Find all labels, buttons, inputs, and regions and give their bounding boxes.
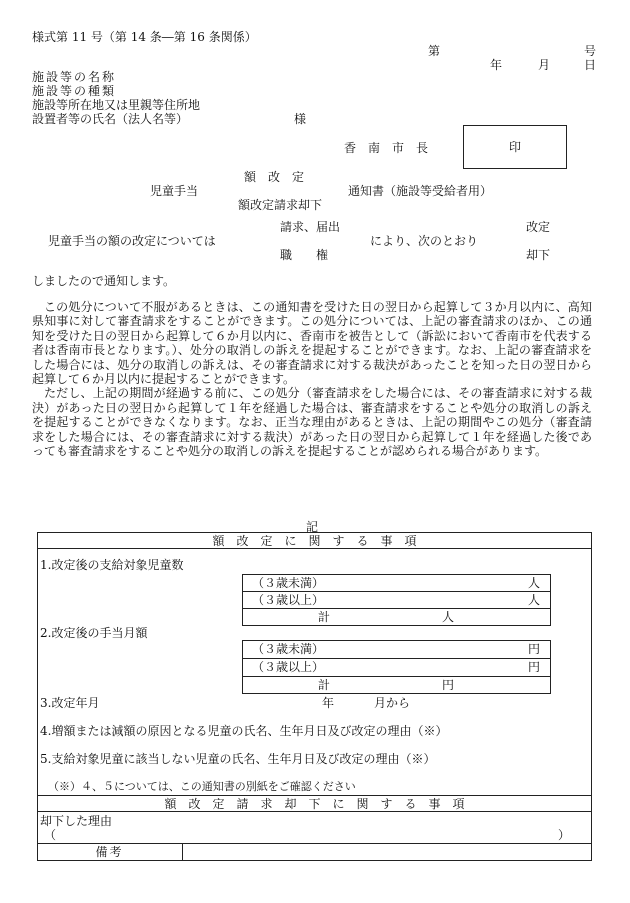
title-prefix: 児童手当 (150, 184, 199, 198)
count-over3-label: （３歳以上） (252, 593, 325, 607)
item-3-label: 3.改定年月 (40, 696, 100, 710)
reason-paren-close: ） (558, 828, 571, 842)
divider (182, 843, 183, 861)
reason-paren-open: （ (44, 828, 57, 842)
rejection-reason-label: 却下した理由 (40, 814, 113, 828)
result-reject: 却下 (526, 248, 551, 262)
option-authority: 職 権 (280, 248, 329, 262)
title-line-3: 額改定請求却下 (238, 198, 323, 212)
statement-lead: 児童手当の額の改定については (48, 234, 216, 248)
facility-type-label: 施設等の種類 (32, 84, 117, 98)
honorific: 様 (294, 112, 307, 126)
remarks-label: 備考 (95, 845, 124, 859)
date-year: 年 (490, 58, 503, 72)
count-over3-unit: 人 (528, 593, 541, 607)
appeal-paragraph-2: ただし、上記の期間が経過する前に、この処分（審査請求をした場合には、その審査請求に対する裁決）があった日の翌日から起算して１年を経過した場合は、審査請求をすることや処分の取消しの訴えを提起することができなくなります。なお、正当な理由があるときは、上記の期間やこの処分（審査請求をした場合には、その審査請求に対する裁決）があった日の翌日から起算して１年を経過した後であっても審査請求をすることや処分の取消しの訴えを提起することが認められる場合があります。 (32, 386, 592, 459)
count-total-label: 計 (318, 610, 331, 624)
footnote: （※）４、５については、この通知書の別紙をご確認ください (48, 780, 356, 793)
form-number: 様式第 11 号（第 14 条―第 16 条関係） (32, 30, 257, 44)
amount-over3-label: （３歳以上） (252, 660, 325, 674)
amount-under3-label: （３歳未満） (252, 642, 325, 656)
date-month: 月 (538, 58, 551, 72)
count-under3-label: （３歳未満） (252, 576, 325, 590)
seal-label: 印 (508, 140, 521, 154)
item-5-label: 5.支給対象児童に該当しない児童の氏名、生年月日及び改定の理由（※） (40, 752, 436, 766)
rejection-section-header: 額 改 定 請 求 却 下 に 関 す る 事 項 (164, 797, 465, 811)
number-prefix: 第 (428, 44, 441, 58)
divider (37, 843, 592, 844)
item-2-label: 2.改定後の手当月額 (40, 626, 148, 640)
facility-name-label: 施設等の名称 (32, 70, 117, 84)
title-line-1: 額 改 定 (244, 170, 305, 184)
amount-under3-unit: 円 (528, 642, 541, 656)
statement-middle: により、次のとおり (370, 234, 479, 248)
item-1-label: 1.改定後の支給対象児童数 (40, 558, 184, 572)
amount-total-label: 計 (318, 678, 331, 692)
result-revise: 改定 (526, 220, 551, 234)
seal-box (463, 125, 567, 169)
issuer-title: 香 南 市 長 (344, 141, 429, 155)
revision-section-header: 額 改 定 に 関 す る 事 項 (212, 534, 417, 548)
appeal-paragraph-1: この処分について不服があるときは、この通知書を受けた日の翌日から起算して３か月以内に、高知県知事に対して審査請求をすることができます。この処分については、上記の審査請求のほか、この通知を受けた日の翌日から起算して６か月以内に、香南市を被告として（訴訟において香南市を代表する者は香南市長となります。）、处分の取消しの訴えを提起することができます。なお、上記の審査請求をした場合には、処分の取消しの訴えは、その審査請求に対する裁決があったことを知った日の翌日から起算して６か月以内に提起することができます。 (32, 300, 592, 387)
amount-total-unit: 円 (442, 678, 455, 692)
item-4-label: 4.増額または減額の原因となる児童の氏名、生年月日及び改定の理由（※） (40, 724, 448, 738)
divider (242, 608, 551, 609)
divider (37, 548, 592, 549)
founder-name-label: 設置者等の氏名（法人名等） (32, 112, 189, 126)
count-under3-unit: 人 (528, 576, 541, 590)
divider (242, 658, 551, 659)
option-request: 請求、届出 (280, 220, 341, 234)
divider (242, 676, 551, 677)
statement-closing: しましたので通知します。 (32, 274, 176, 288)
amount-over3-unit: 円 (528, 660, 541, 674)
appeal-notice (32, 300, 592, 458)
revision-year-unit: 年 (322, 696, 335, 710)
divider (242, 591, 551, 592)
divider (37, 811, 592, 812)
date-day: 日 (584, 58, 597, 72)
ki-label: 記 (306, 520, 319, 534)
number-suffix: 号 (584, 44, 597, 58)
facility-address-label: 施設等所在地又は里親等住所地 (32, 98, 201, 112)
revision-month-unit: 月から (374, 696, 411, 710)
title-suffix: 通知書（施設等受給者用） (348, 184, 493, 198)
count-total-unit: 人 (442, 610, 455, 624)
